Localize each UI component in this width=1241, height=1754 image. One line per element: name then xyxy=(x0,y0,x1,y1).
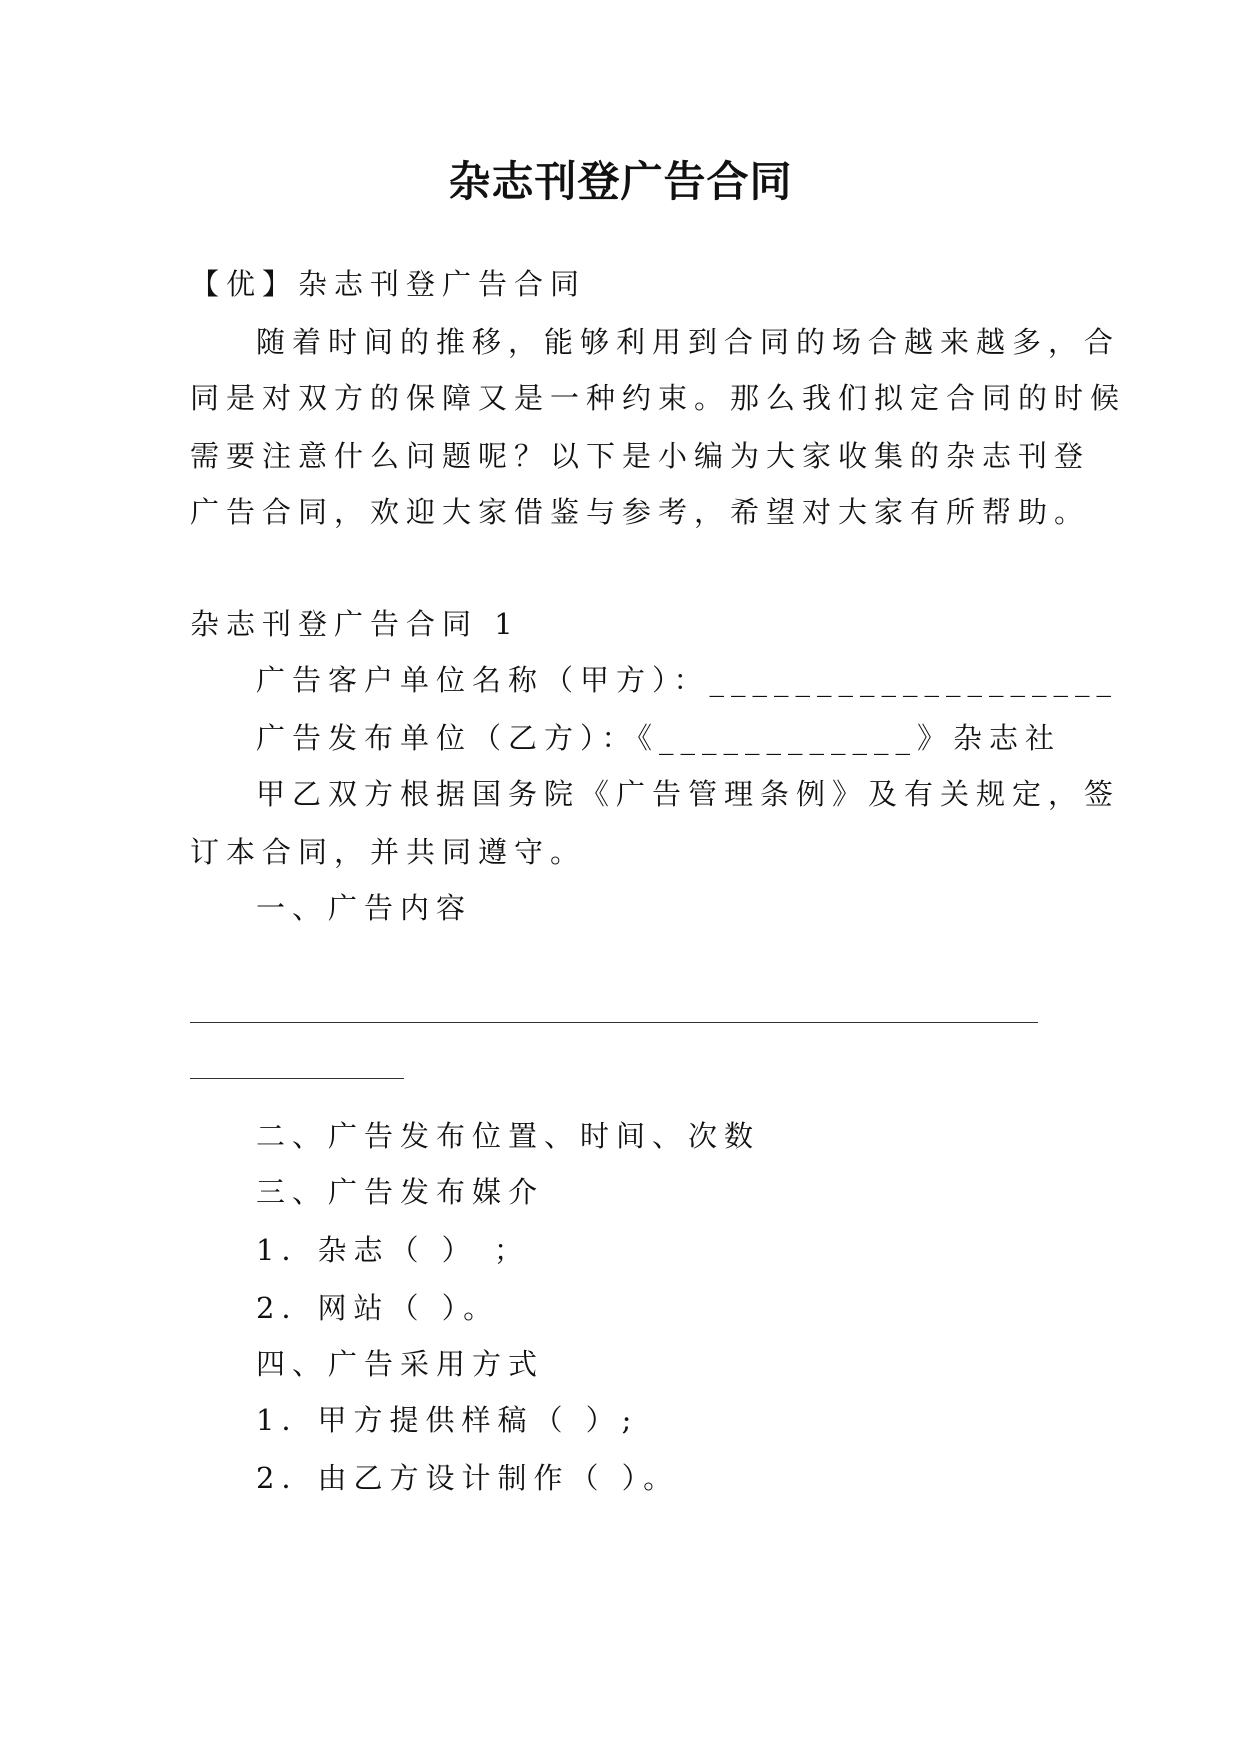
intro-line-1: 随着时间的推移，能够利用到合同的场合越来越多，合 xyxy=(256,325,1121,359)
clause-4-item-1: 1．甲方提供样稿（ ）; xyxy=(256,1403,639,1437)
blank-fill-line-2 xyxy=(190,1078,404,1079)
clause-3-item-2: 2．网站（ ）。 xyxy=(256,1291,500,1325)
clause-4-heading: 四、广告采用方式 xyxy=(256,1347,545,1381)
party-a-line: 广告客户单位名称（甲方）：___________________ xyxy=(256,663,1119,697)
clause-4-item-2: 2．由乙方设计制作（ ）。 xyxy=(256,1461,680,1495)
blank-fill-line-1 xyxy=(190,1022,1038,1023)
clause-1-heading: 一、广告内容 xyxy=(256,891,473,925)
document-subtitle: 【优】杂志刊登广告合同 xyxy=(190,267,587,301)
clause-3-item-1: 1．杂志（ ） ； xyxy=(256,1233,530,1267)
document-title: 杂志刊登广告合同 xyxy=(448,157,793,206)
clause-2-heading: 二、广告发布位置、时间、次数 xyxy=(256,1119,761,1153)
intro-line-3: 需要注意什么问题呢？以下是小编为大家收集的杂志刊登 xyxy=(190,439,1091,473)
clause-3-heading: 三、广告发布媒介 xyxy=(256,1175,545,1209)
preamble-line-1: 甲乙双方根据国务院《广告管理条例》及有关规定，签 xyxy=(256,777,1121,811)
intro-line-4: 广告合同，欢迎大家借鉴与参考，希望对大家有所帮助。 xyxy=(190,495,1091,529)
party-b-line: 广告发布单位（乙方）：《____________》杂志社 xyxy=(256,721,1062,755)
preamble-line-2: 订本合同，并共同遵守。 xyxy=(190,835,587,869)
section-heading: 杂志刊登广告合同 1 xyxy=(190,607,520,641)
intro-line-2: 同是对双方的保障又是一种约束。那么我们拟定合同的时候 xyxy=(190,381,1127,415)
